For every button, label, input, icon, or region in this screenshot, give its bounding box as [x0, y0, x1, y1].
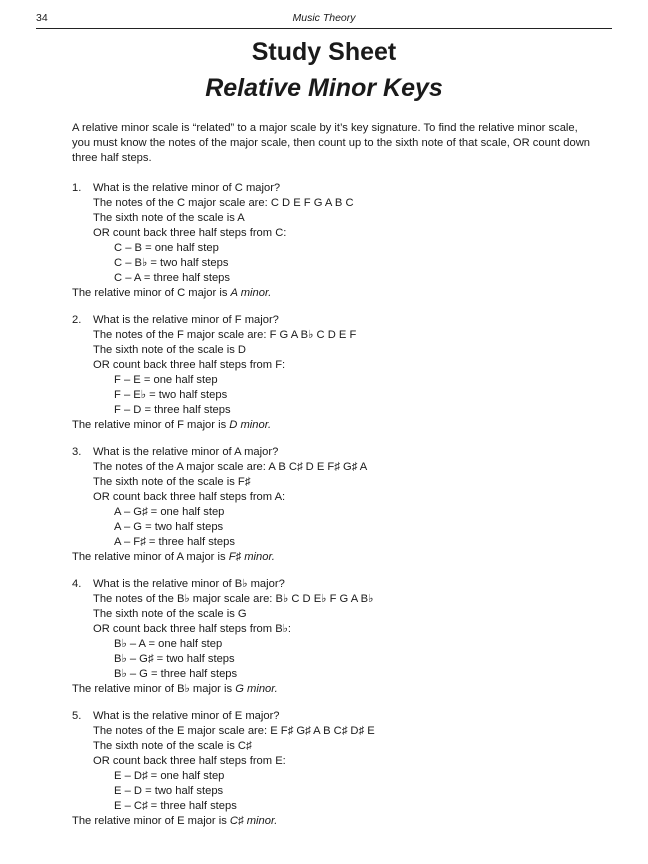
problem-1 [72, 181, 592, 301]
page-subtitle: Relative Minor Keys [205, 74, 443, 102]
sixth-note: The sixth note of the scale is G [93, 608, 247, 620]
sixth-note: The sixth note of the scale is D [93, 344, 246, 356]
page-title: Study Sheet [251, 38, 397, 66]
question-number: 3. [72, 446, 82, 458]
sixth-note: The sixth note of the scale is A [93, 212, 245, 224]
half-step-line: B♭ – G♯ = two half steps [114, 653, 235, 665]
half-step-line: F – D = three half steps [114, 404, 231, 416]
count-back: OR count back three half steps from B♭: [93, 623, 292, 635]
page-number: 34 [36, 12, 48, 24]
page-header [36, 10, 612, 29]
answer-key: F♯ minor. [228, 551, 275, 563]
problem-3 [72, 445, 592, 565]
answer-line [72, 286, 592, 301]
problem-2 [72, 313, 592, 433]
question-line [72, 445, 592, 460]
question-line [72, 313, 592, 328]
answer-prefix: The relative minor of C major is [72, 287, 231, 299]
answer-line [72, 418, 592, 433]
count-back: OR count back three half steps from F: [93, 359, 286, 371]
answer-prefix: The relative minor of A major is [72, 551, 229, 563]
answer-prefix: The relative minor of F major is [72, 419, 230, 431]
question-line [72, 577, 592, 592]
running-title: Music Theory [292, 12, 356, 24]
count-back: OR count back three half steps from E: [93, 755, 286, 767]
half-step-line: A – G♯ = one half step [114, 506, 225, 518]
count-back: OR count back three half steps from A: [93, 491, 286, 503]
count-back: OR count back three half steps from C: [93, 227, 287, 239]
half-step-line: F – E♭ = two half steps [114, 389, 228, 401]
scale-notes: The notes of the C major scale are: C D E F G A B C [93, 197, 354, 209]
half-step-line: E – C♯ = three half steps [114, 800, 237, 812]
question-text: What is the relative minor of E major? [93, 710, 280, 722]
answer-prefix: The relative minor of E major is [72, 815, 230, 827]
answer-prefix: The relative minor of B♭ major is [72, 683, 236, 695]
question-number: 5. [72, 710, 82, 722]
half-step-line: E – D = two half steps [114, 785, 224, 797]
sixth-note: The sixth note of the scale is C♯ [93, 740, 252, 752]
question-line [72, 181, 592, 196]
half-step-line: E – D♯ = one half step [114, 770, 225, 782]
question-number: 1. [72, 182, 82, 194]
half-step-line: A – F♯ = three half steps [114, 536, 235, 548]
problem-list [72, 181, 592, 841]
scale-notes: The notes of the A major scale are: A B C♯ D E F♯ G♯ A [93, 461, 368, 473]
question-number: 4. [72, 578, 82, 590]
question-text: What is the relative minor of A major? [93, 446, 279, 458]
question-number: 2. [72, 314, 82, 326]
half-step-line: F – E = one half step [114, 374, 218, 386]
answer-key: D minor. [229, 419, 272, 431]
sixth-note: The sixth note of the scale is F♯ [93, 476, 251, 488]
answer-line [72, 550, 592, 565]
half-step-line: B♭ – G = three half steps [114, 668, 238, 680]
scale-notes: The notes of the B♭ major scale are: B♭ C D E♭ F G A B♭ [93, 593, 374, 605]
half-step-line: A – G = two half steps [114, 521, 224, 533]
scale-notes: The notes of the F major scale are: F G A B♭ C D E F [93, 329, 357, 341]
scale-notes: The notes of the E major scale are: E F♯ G♯ A B C♯ D♯ E [93, 725, 375, 737]
question-line [72, 709, 592, 724]
half-step-line: C – B = one half step [114, 242, 219, 254]
answer-line [72, 682, 592, 697]
answer-key: C♯ minor. [229, 815, 278, 827]
question-text: What is the relative minor of C major? [93, 182, 281, 194]
intro-paragraph: A relative minor scale is “related” to a major scale by it’s key signature. To find the relative minor scale, you must know the notes of the major scale, then count up to the sixth note of that scale, OR count down three half steps. [72, 122, 591, 164]
answer-line [72, 814, 592, 829]
problem-4 [72, 577, 592, 697]
question-text: What is the relative minor of B♭ major? [93, 578, 285, 590]
half-step-line: B♭ – A = one half step [114, 638, 223, 650]
answer-key: A minor. [230, 287, 272, 299]
problem-5 [72, 709, 592, 829]
answer-key: G minor. [235, 683, 278, 695]
half-step-line: C – A = three half steps [114, 272, 230, 284]
question-text: What is the relative minor of F major? [93, 314, 279, 326]
half-step-line: C – B♭ = two half steps [114, 257, 229, 269]
